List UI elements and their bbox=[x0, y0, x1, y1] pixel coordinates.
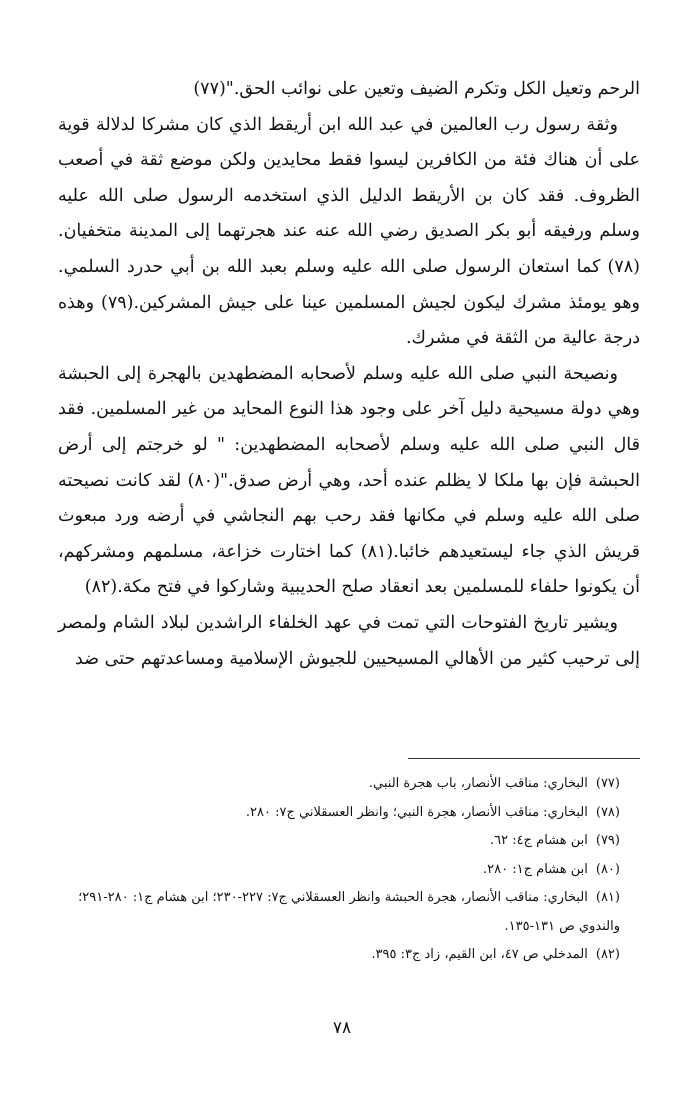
page-body bbox=[58, 72, 640, 677]
footnote bbox=[58, 799, 628, 828]
footnote bbox=[58, 770, 628, 799]
paragraph-trust-ibn-uraiqit: وثقة رسول رب العالمين في عبد الله ابن أريقط الذي كان مشركا لدلالة قوية على أن هناك فئة من الكافرين ليسوا فقط محايدين ولكن موضع ثقة في أصعب الظروف. فقد كان بن الأريقط الدليل الذي استخدمه الرسول صلى الله عليه وسلم ورفيقه أبو بكر الصديق رضي الله عنه عند هجرتهما إلى المدينة متخفيان.(٧٨) كما استعان الرسول صلى الله عليه وسلم بعبد الله بن أبي حدرد السلمي. وهو يومئذ مشرك ليكون لجيش المسلمين عينا على جيش المشركين.(٧٩) وهذه درجة عالية من الثقة في مشرك. bbox=[58, 114, 640, 349]
footnote-number: (٧٩) bbox=[595, 833, 620, 848]
paragraph-conquests: ويشير تاريخ الفتوحات التي تمت في عهد الخلفاء الراشدين لبلاد الشام ولمصر إلى ترحيب كثير من الأهالي المسيحيين للجيوش الإسلامية ومساعدتهم حتى ضد bbox=[58, 612, 640, 669]
footnote bbox=[58, 884, 628, 941]
footnote bbox=[58, 856, 628, 885]
footnote-number: (٨٢) bbox=[595, 947, 620, 962]
footnote-text: البخاري: مناقب الأنصار، هجرة النبي؛ وانظر العسقلاني ج٧: ٢٨٠. bbox=[245, 804, 588, 820]
footnote-number: (٧٧) bbox=[595, 776, 620, 791]
footnotes bbox=[58, 770, 628, 970]
footnote-number: (٧٨) bbox=[595, 804, 620, 820]
footnote-number: (٨٠) bbox=[595, 861, 620, 877]
footnote-separator bbox=[408, 758, 640, 759]
footnote-text: ابن هشام ج٤: ٦٢. bbox=[490, 833, 588, 848]
footnote-text: البخاري: مناقب الأنصار، باب هجرة النبي. bbox=[368, 776, 588, 791]
footnote-text: البخاري: مناقب الأنصار، هجرة الحبشة وانظر العسقلاني ج٧: ٢٢٧-٢٣٠؛ ابن هشام ج١: ٢٨٠-٢٩١؛ والندوي ص ١٣١-١٣٥. bbox=[78, 890, 620, 934]
footnote-number: (٨١) bbox=[595, 890, 620, 905]
footnote bbox=[58, 941, 628, 970]
footnote-text: ابن هشام ج١: ٢٨٠. bbox=[483, 861, 588, 877]
footnote-text: المدخلي ص ٤٧، ابن القيم، زاد ج٣: ٣٩٥. bbox=[371, 947, 588, 962]
paragraph-continuation: الرحم وتعيل الكل وتكرم الضيف وتعين على نوائب الحق."(٧٧) bbox=[193, 79, 640, 99]
paragraph-abyssinia-advice: ونصيحة النبي صلى الله عليه وسلم لأصحابه المضطهدين بالهجرة إلى الحبشة وهي دولة مسيحية دليل آخر على وجود هذا النوع المحايد من غير المسلمين. فقد قال النبي صلى الله عليه وسلم لأصحابه المضطهدين: " لو خرجتم إلى أرض الحبشة فإن بها ملكا لا يظلم عنده أحد، وهي أرض صدق."(٨٠) لقد كانت نصيحته صلى الله عليه وسلم في مكانها فقد رحب بهم النجاشي في أرضه ورد مبعوث قريش الذي جاء ليستعيدهم خائبا.(٨١) كما اختارت خزاعة، مسلمهم ومشركهم، أن يكونوا حلفاء للمسلمين بعد انعقاد صلح الحديبية وشاركوا في فتح مكة.(٨٢) bbox=[58, 363, 640, 598]
page-number: ٧٨ bbox=[332, 1018, 352, 1038]
footnote bbox=[58, 827, 628, 856]
